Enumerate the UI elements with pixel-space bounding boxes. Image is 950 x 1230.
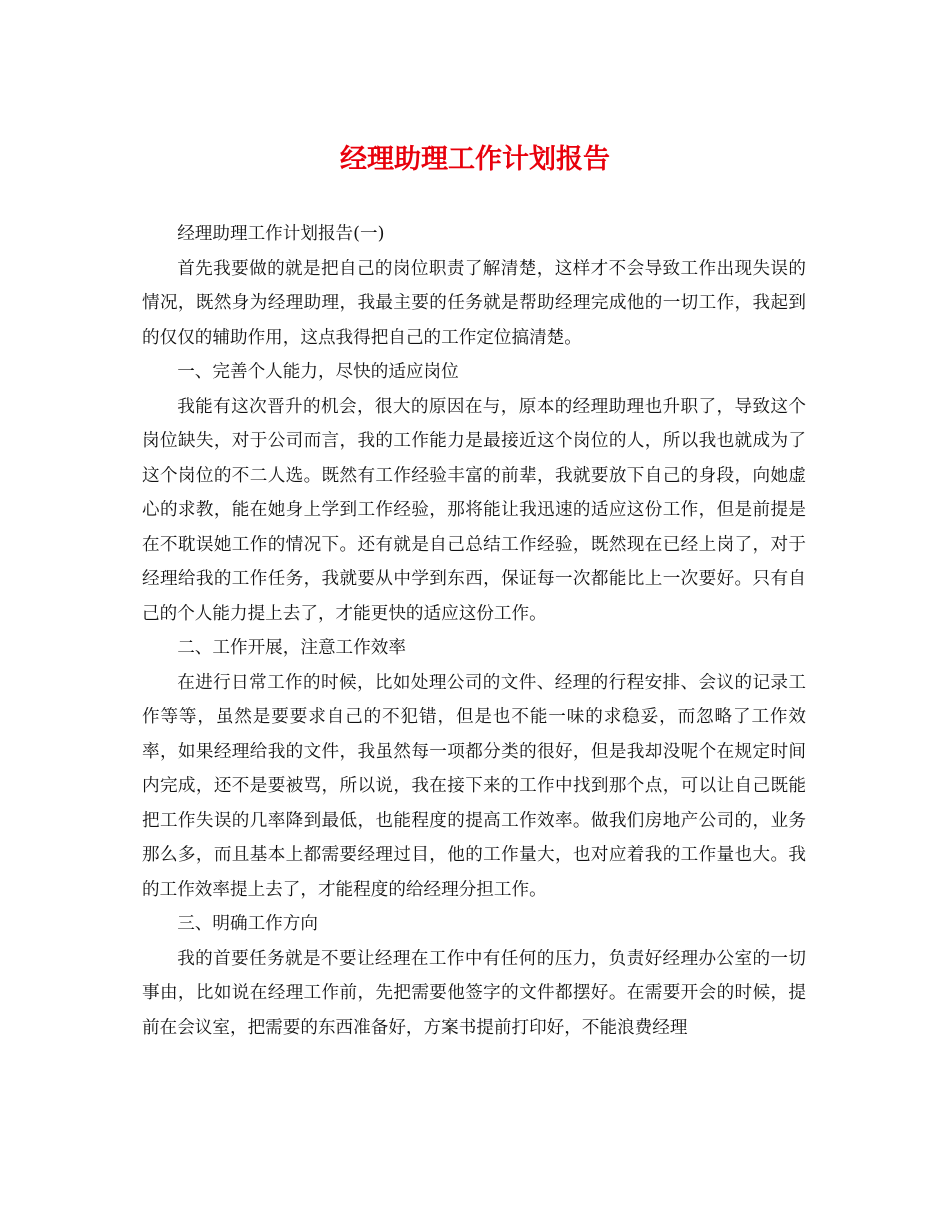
subtitle-paragraph: 经理助理工作计划报告(一) (177, 224, 385, 244)
document-body (142, 217, 806, 1045)
section-heading: 一、完善个人能力，尽快的适应岗位 (177, 362, 459, 382)
body-paragraph: 我的首要任务就是不要让经理在工作中有任何的压力，负责好经理办公室的一切事由，比如说在经理工作前，先把需要他签字的文件都摆好。在需要开会的时候，提前在会议室，把需要的东西准备好，方案书提前打印好，不能浪费经理 (142, 948, 806, 1038)
body-paragraph: 在进行日常工作的时候，比如处理公司的文件、经理的行程安排、会议的记录工作等等，虽然是要要求自己的不犯错，但是也不能一味的求稳妥，而忽略了工作效率，如果经理给我的文件，我虽然每一项都分类的很好，但是我却没呢个在规定时间内完成，还不是要被骂，所以说，我在接下来的工作中找到那个点，可以让自己既能把工作失误的几率降到最低，也能程度的提高工作效率。做我们房地产公司的，业务那么多，而且基本上都需要经理过目，他的工作量大，也对应着我的工作量也大。我的工作效率提上去了，才能程度的给经理分担工作。 (142, 672, 806, 900)
section-heading: 二、工作开展，注意工作效率 (177, 638, 406, 658)
body-paragraph: 首先我要做的就是把自己的岗位职责了解清楚，这样才不会导致工作出现失误的情况，既然身为经理助理，我最主要的任务就是帮助经理完成他的一切工作，我起到的仅仅的辅助作用，这点我得把自己的工作定位搞清楚。 (142, 258, 806, 348)
document-title: 经理助理工作计划报告 (340, 144, 610, 175)
section-heading: 三、明确工作方向 (177, 914, 318, 934)
body-paragraph: 我能有这次晋升的机会，很大的原因在与，原本的经理助理也升职了，导致这个岗位缺失，对于公司而言，我的工作能力是最接近这个岗位的人，所以我也就成为了这个岗位的不二人选。既然有工作经验丰富的前辈，我就要放下自己的身段，向她虚心的求教，能在她身上学到工作经验，那将能让我迅速的适应这份工作，但是前提是在不耽误她工作的情况下。还有就是自己总结工作经验，既然现在已经上岗了，对于经理给我的工作任务，我就要从中学到东西，保证每一次都能比上一次要好。只有自己的个人能力提上去了，才能更快的适应这份工作。 (142, 396, 806, 624)
